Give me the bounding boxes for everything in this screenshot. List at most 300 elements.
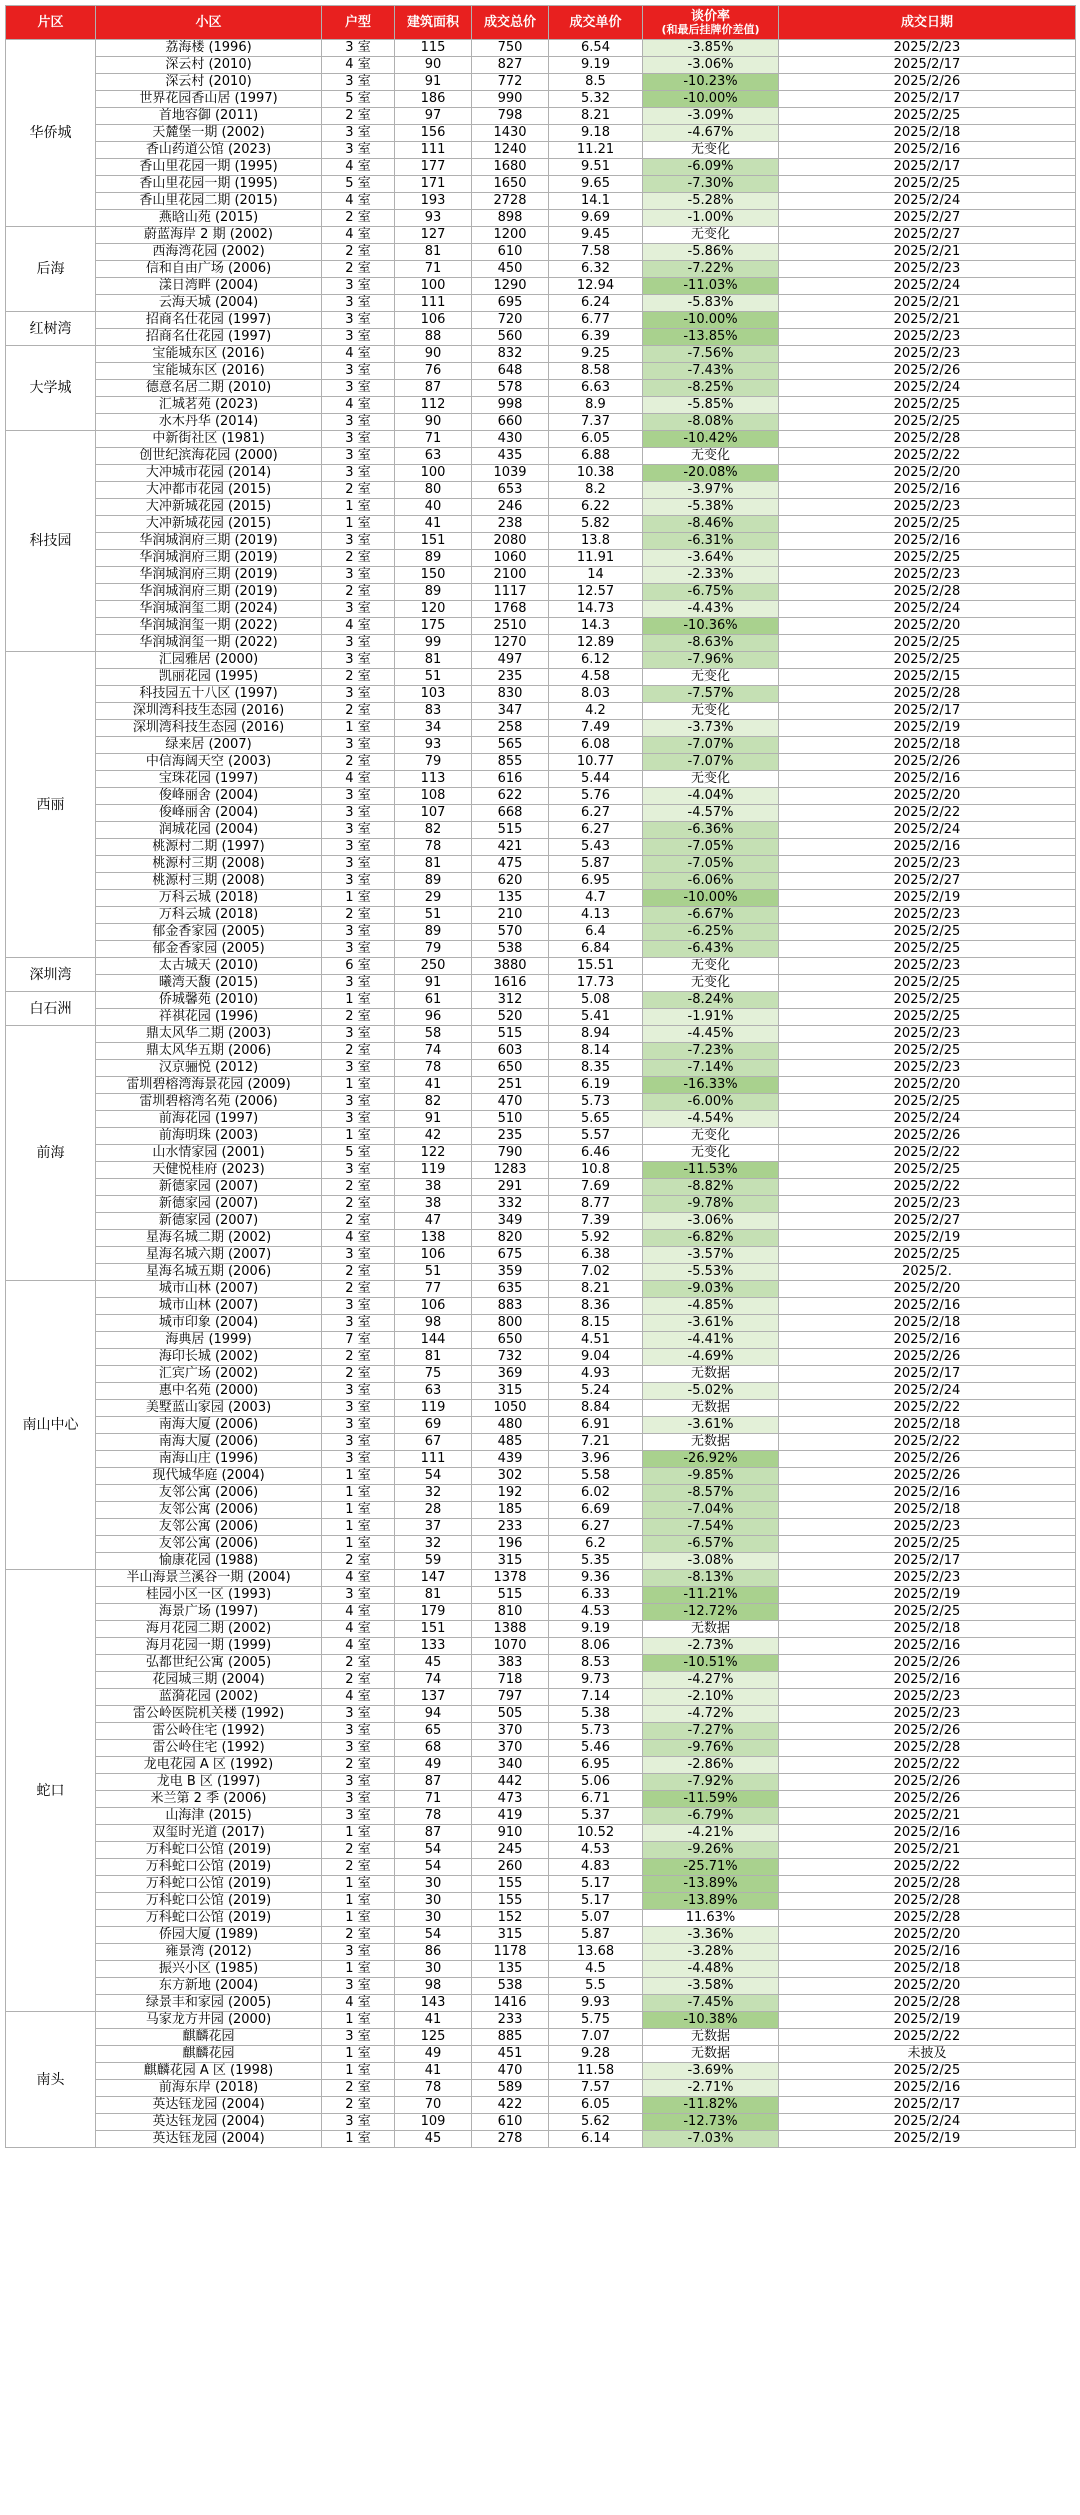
discount-rate-cell: -10.00%: [643, 890, 779, 907]
total-price-cell: 1283: [472, 1162, 549, 1179]
table-row: [6, 635, 1076, 652]
area-cell: 93: [395, 210, 472, 227]
date-cell: 2025/2/24: [779, 278, 1076, 295]
community-cell: 星海名城五期 (2006): [96, 1264, 322, 1281]
header-unit-price: 成交单价: [549, 6, 643, 40]
layout-cell: 2 室: [322, 1757, 395, 1774]
total-price-cell: 898: [472, 210, 549, 227]
community-cell: 曦湾天馥 (2015): [96, 975, 322, 992]
area-cell: 99: [395, 635, 472, 652]
community-cell: 荔海楼 (1996): [96, 40, 322, 57]
discount-rate-cell: -6.06%: [643, 873, 779, 890]
discount-rate-cell: -7.05%: [643, 856, 779, 873]
table-row: [6, 1383, 1076, 1400]
total-price-cell: 772: [472, 74, 549, 91]
area-cell: 32: [395, 1536, 472, 1553]
area-cell: 78: [395, 2080, 472, 2097]
layout-cell: 5 室: [322, 176, 395, 193]
discount-rate-cell: -13.85%: [643, 329, 779, 346]
table-row: [6, 397, 1076, 414]
area-cell: 38: [395, 1196, 472, 1213]
total-price-cell: 820: [472, 1230, 549, 1247]
unit-price-cell: 9.73: [549, 1672, 643, 1689]
discount-rate-cell: -3.36%: [643, 1927, 779, 1944]
discount-rate-cell: -2.73%: [643, 1638, 779, 1655]
unit-price-cell: 6.84: [549, 941, 643, 958]
layout-cell: 3 室: [322, 125, 395, 142]
area-cell: 122: [395, 1145, 472, 1162]
discount-rate-cell: -3.64%: [643, 550, 779, 567]
district-cell: 红树湾: [6, 312, 96, 346]
date-cell: 2025/2/18: [779, 125, 1076, 142]
discount-rate-cell: -3.85%: [643, 40, 779, 57]
date-cell: 2025/2/16: [779, 1638, 1076, 1655]
unit-price-cell: 5.08: [549, 992, 643, 1009]
table-row: [6, 1621, 1076, 1638]
community-cell: 香山药道公馆 (2023): [96, 142, 322, 159]
area-cell: 143: [395, 1995, 472, 2012]
total-price-cell: 1070: [472, 1638, 549, 1655]
table-row: [6, 1349, 1076, 1366]
layout-cell: 1 室: [322, 2046, 395, 2063]
unit-price-cell: 8.06: [549, 1638, 643, 1655]
layout-cell: 3 室: [322, 312, 395, 329]
layout-cell: 3 室: [322, 1808, 395, 1825]
unit-price-cell: 8.36: [549, 1298, 643, 1315]
date-cell: 2025/2/25: [779, 1162, 1076, 1179]
discount-rate-cell: -13.89%: [643, 1876, 779, 1893]
unit-price-cell: 8.15: [549, 1315, 643, 1332]
community-cell: 大冲新城花园 (2015): [96, 499, 322, 516]
date-cell: 2025/2/21: [779, 1808, 1076, 1825]
community-cell: 汇宾广场 (2002): [96, 1366, 322, 1383]
table-row: [6, 1910, 1076, 1927]
layout-cell: 2 室: [322, 1179, 395, 1196]
table-row: [6, 805, 1076, 822]
discount-rate-cell: 无变化: [643, 1145, 779, 1162]
area-cell: 74: [395, 1043, 472, 1060]
community-cell: 花园城三期 (2004): [96, 1672, 322, 1689]
discount-rate-cell: -3.58%: [643, 1978, 779, 1995]
total-price-cell: 610: [472, 2114, 549, 2131]
total-price-cell: 832: [472, 346, 549, 363]
area-cell: 65: [395, 1723, 472, 1740]
date-cell: 2025/2/23: [779, 1689, 1076, 1706]
total-price-cell: 258: [472, 720, 549, 737]
date-cell: 2025/2/28: [779, 686, 1076, 703]
unit-price-cell: 4.58: [549, 669, 643, 686]
discount-rate-cell: -3.57%: [643, 1247, 779, 1264]
total-price-cell: 660: [472, 414, 549, 431]
table-row: [6, 1587, 1076, 1604]
table-row: [6, 1468, 1076, 1485]
date-cell: 2025/2/20: [779, 1281, 1076, 1298]
date-cell: 2025/2/23: [779, 346, 1076, 363]
community-cell: 侨城馨苑 (2010): [96, 992, 322, 1009]
layout-cell: 4 室: [322, 193, 395, 210]
table-row: [6, 1451, 1076, 1468]
table-row: [6, 1111, 1076, 1128]
layout-cell: 3 室: [322, 1587, 395, 1604]
table-row: [6, 1077, 1076, 1094]
date-cell: 2025/2/19: [779, 2012, 1076, 2029]
total-price-cell: 233: [472, 1519, 549, 1536]
date-cell: 2025/2/24: [779, 822, 1076, 839]
area-cell: 59: [395, 1553, 472, 1570]
discount-rate-cell: -5.38%: [643, 499, 779, 516]
date-cell: 2025/2/26: [779, 363, 1076, 380]
unit-price-cell: 17.73: [549, 975, 643, 992]
date-cell: 2025/2/17: [779, 57, 1076, 74]
discount-rate-cell: -4.48%: [643, 1961, 779, 1978]
header-date: 成交日期: [779, 6, 1076, 40]
table-row: [6, 1264, 1076, 1281]
unit-price-cell: 8.5: [549, 74, 643, 91]
unit-price-cell: 5.58: [549, 1468, 643, 1485]
discount-rate-cell: 无数据: [643, 2029, 779, 2046]
table-row: [6, 2080, 1076, 2097]
date-cell: 2025/2/23: [779, 40, 1076, 57]
district-cell: 后海: [6, 227, 96, 312]
layout-cell: 1 室: [322, 2012, 395, 2029]
table-row: [6, 601, 1076, 618]
total-price-cell: 251: [472, 1077, 549, 1094]
layout-cell: 4 室: [322, 1689, 395, 1706]
date-cell: 2025/2/28: [779, 584, 1076, 601]
layout-cell: 1 室: [322, 1536, 395, 1553]
layout-cell: 2 室: [322, 1009, 395, 1026]
area-cell: 49: [395, 1757, 472, 1774]
layout-cell: 3 室: [322, 1451, 395, 1468]
total-price-cell: 650: [472, 1060, 549, 1077]
community-cell: 凯丽花园 (1995): [96, 669, 322, 686]
table-row: [6, 448, 1076, 465]
total-price-cell: 238: [472, 516, 549, 533]
discount-rate-cell: -8.08%: [643, 414, 779, 431]
unit-price-cell: 6.27: [549, 1519, 643, 1536]
unit-price-cell: 7.02: [549, 1264, 643, 1281]
total-price-cell: 155: [472, 1893, 549, 1910]
date-cell: 2025/2.: [779, 1264, 1076, 1281]
total-price-cell: 1290: [472, 278, 549, 295]
community-cell: 雷圳碧榕湾海景花园 (2009): [96, 1077, 322, 1094]
layout-cell: 2 室: [322, 1196, 395, 1213]
date-cell: 2025/2/16: [779, 1672, 1076, 1689]
date-cell: 2025/2/26: [779, 1774, 1076, 1791]
layout-cell: 2 室: [322, 482, 395, 499]
discount-rate-cell: 无变化: [643, 703, 779, 720]
unit-price-cell: 5.57: [549, 1128, 643, 1145]
total-price-cell: 855: [472, 754, 549, 771]
area-cell: 81: [395, 244, 472, 261]
date-cell: 2025/2/19: [779, 2131, 1076, 2148]
area-cell: 67: [395, 1434, 472, 1451]
community-cell: 海典居 (1999): [96, 1332, 322, 1349]
community-cell: 蓝漪花园 (2002): [96, 1689, 322, 1706]
community-cell: 科技园五十八区 (1997): [96, 686, 322, 703]
total-price-cell: 653: [472, 482, 549, 499]
discount-rate-cell: -9.85%: [643, 1468, 779, 1485]
total-price-cell: 2080: [472, 533, 549, 550]
area-cell: 138: [395, 1230, 472, 1247]
unit-price-cell: 12.89: [549, 635, 643, 652]
layout-cell: 3 室: [322, 278, 395, 295]
unit-price-cell: 6.77: [549, 312, 643, 329]
community-cell: 双玺时光道 (2017): [96, 1825, 322, 1842]
table-row: [6, 1553, 1076, 1570]
unit-price-cell: 7.69: [549, 1179, 643, 1196]
layout-cell: 1 室: [322, 1825, 395, 1842]
discount-rate-cell: -6.67%: [643, 907, 779, 924]
date-cell: 未披及: [779, 2046, 1076, 2063]
total-price-cell: 347: [472, 703, 549, 720]
unit-price-cell: 5.44: [549, 771, 643, 788]
discount-rate-cell: -4.45%: [643, 1026, 779, 1043]
area-cell: 45: [395, 2131, 472, 2148]
total-price-cell: 349: [472, 1213, 549, 1230]
community-cell: 俊峰丽舍 (2004): [96, 788, 322, 805]
layout-cell: 1 室: [322, 720, 395, 737]
unit-price-cell: 6.95: [549, 1757, 643, 1774]
layout-cell: 2 室: [322, 1281, 395, 1298]
discount-rate-cell: -11.82%: [643, 2097, 779, 2114]
unit-price-cell: 9.19: [549, 1621, 643, 1638]
total-price-cell: 278: [472, 2131, 549, 2148]
date-cell: 2025/2/28: [779, 1740, 1076, 1757]
total-price-cell: 135: [472, 890, 549, 907]
area-cell: 103: [395, 686, 472, 703]
unit-price-cell: 7.58: [549, 244, 643, 261]
discount-rate-cell: -4.21%: [643, 1825, 779, 1842]
unit-price-cell: 6.12: [549, 652, 643, 669]
total-price-cell: 233: [472, 2012, 549, 2029]
community-cell: 侨园大厦 (1989): [96, 1927, 322, 1944]
total-price-cell: 480: [472, 1417, 549, 1434]
discount-rate-cell: -7.57%: [643, 686, 779, 703]
table-row: [6, 686, 1076, 703]
discount-rate-cell: 无变化: [643, 142, 779, 159]
table-row: [6, 482, 1076, 499]
area-cell: 89: [395, 873, 472, 890]
area-cell: 30: [395, 1961, 472, 1978]
discount-rate-cell: 无数据: [643, 1400, 779, 1417]
total-price-cell: 450: [472, 261, 549, 278]
community-cell: 前海明珠 (2003): [96, 1128, 322, 1145]
date-cell: 2025/2/20: [779, 1077, 1076, 1094]
discount-rate-cell: 无变化: [643, 227, 779, 244]
transaction-table-container: [5, 5, 1075, 2148]
total-price-cell: 315: [472, 1383, 549, 1400]
discount-rate-cell: 无数据: [643, 1621, 779, 1638]
total-price-cell: 1200: [472, 227, 549, 244]
date-cell: 2025/2/16: [779, 1485, 1076, 1502]
area-cell: 87: [395, 1774, 472, 1791]
date-cell: 2025/2/22: [779, 1757, 1076, 1774]
date-cell: 2025/2/23: [779, 499, 1076, 516]
community-cell: 深圳湾科技生态园 (2016): [96, 720, 322, 737]
total-price-cell: 620: [472, 873, 549, 890]
discount-rate-cell: -6.79%: [643, 1808, 779, 1825]
discount-rate-cell: -3.28%: [643, 1944, 779, 1961]
total-price-cell: 1650: [472, 176, 549, 193]
header-discount-note: (和最后挂牌价差值): [661, 22, 760, 36]
community-cell: 信和自由广场 (2006): [96, 261, 322, 278]
discount-rate-cell: -4.41%: [643, 1332, 779, 1349]
layout-cell: 2 室: [322, 2097, 395, 2114]
community-cell: 鼎太风华五期 (2006): [96, 1043, 322, 1060]
date-cell: 2025/2/26: [779, 1723, 1076, 1740]
total-price-cell: 235: [472, 669, 549, 686]
layout-cell: 1 室: [322, 1876, 395, 1893]
district-cell: 深圳湾: [6, 958, 96, 992]
table-row: [6, 295, 1076, 312]
date-cell: 2025/2/28: [779, 1910, 1076, 1927]
date-cell: 2025/2/21: [779, 295, 1076, 312]
community-cell: 万科蛇口公馆 (2019): [96, 1842, 322, 1859]
area-cell: 30: [395, 1910, 472, 1927]
table-row: [6, 873, 1076, 890]
total-price-cell: 695: [472, 295, 549, 312]
area-cell: 125: [395, 2029, 472, 2046]
discount-rate-cell: -8.82%: [643, 1179, 779, 1196]
table-row: [6, 159, 1076, 176]
area-cell: 94: [395, 1706, 472, 1723]
table-row: [6, 1808, 1076, 1825]
unit-price-cell: 8.58: [549, 363, 643, 380]
layout-cell: 3 室: [322, 822, 395, 839]
area-cell: 193: [395, 193, 472, 210]
total-price-cell: 610: [472, 244, 549, 261]
date-cell: 2025/2/18: [779, 1621, 1076, 1638]
table-row: [6, 1400, 1076, 1417]
table-row: [6, 1893, 1076, 1910]
community-cell: 南海山庄 (1996): [96, 1451, 322, 1468]
discount-rate-cell: 无数据: [643, 2046, 779, 2063]
total-price-cell: 359: [472, 1264, 549, 1281]
total-price-cell: 2100: [472, 567, 549, 584]
community-cell: 万科云城 (2018): [96, 907, 322, 924]
date-cell: 2025/2/26: [779, 1451, 1076, 1468]
community-cell: 万科蛇口公馆 (2019): [96, 1910, 322, 1927]
community-cell: 雷公岭医院机关楼 (1992): [96, 1706, 322, 1723]
date-cell: 2025/2/27: [779, 873, 1076, 890]
community-cell: 华润城润府三期 (2019): [96, 533, 322, 550]
area-cell: 100: [395, 465, 472, 482]
unit-price-cell: 5.92: [549, 1230, 643, 1247]
area-cell: 151: [395, 1621, 472, 1638]
table-row: [6, 363, 1076, 380]
unit-price-cell: 6.39: [549, 329, 643, 346]
date-cell: 2025/2/18: [779, 1502, 1076, 1519]
discount-rate-cell: -4.72%: [643, 1706, 779, 1723]
community-cell: 桃源村三期 (2008): [96, 856, 322, 873]
table-row: [6, 499, 1076, 516]
community-cell: 鼎太风华二期 (2003): [96, 1026, 322, 1043]
total-price-cell: 451: [472, 2046, 549, 2063]
layout-cell: 3 室: [322, 1400, 395, 1417]
total-price-cell: 565: [472, 737, 549, 754]
community-cell: 马家龙方井园 (2000): [96, 2012, 322, 2029]
area-cell: 78: [395, 1060, 472, 1077]
community-cell: 绿景丰和家园 (2005): [96, 1995, 322, 2012]
discount-rate-cell: 无变化: [643, 975, 779, 992]
table-row: [6, 125, 1076, 142]
table-row: [6, 1961, 1076, 1978]
unit-price-cell: 6.63: [549, 380, 643, 397]
unit-price-cell: 11.58: [549, 2063, 643, 2080]
total-price-cell: 520: [472, 1009, 549, 1026]
area-cell: 91: [395, 975, 472, 992]
total-price-cell: 155: [472, 1876, 549, 1893]
area-cell: 113: [395, 771, 472, 788]
layout-cell: 2 室: [322, 1842, 395, 1859]
discount-rate-cell: -6.43%: [643, 941, 779, 958]
community-cell: 宝能城东区 (2016): [96, 346, 322, 363]
unit-price-cell: 4.53: [549, 1604, 643, 1621]
date-cell: 2025/2/18: [779, 1961, 1076, 1978]
layout-cell: 3 室: [322, 329, 395, 346]
unit-price-cell: 8.14: [549, 1043, 643, 1060]
community-cell: 大冲城市花园 (2014): [96, 465, 322, 482]
table-row: [6, 329, 1076, 346]
area-cell: 79: [395, 754, 472, 771]
date-cell: 2025/2/17: [779, 1366, 1076, 1383]
layout-cell: 2 室: [322, 261, 395, 278]
community-cell: 汇城茗苑 (2023): [96, 397, 322, 414]
date-cell: 2025/2/25: [779, 1536, 1076, 1553]
table-row: [6, 176, 1076, 193]
table-row: [6, 210, 1076, 227]
unit-price-cell: 9.04: [549, 1349, 643, 1366]
community-cell: 燕晗山苑 (2015): [96, 210, 322, 227]
discount-rate-cell: -4.57%: [643, 805, 779, 822]
area-cell: 80: [395, 482, 472, 499]
total-price-cell: 2728: [472, 193, 549, 210]
unit-price-cell: 6.05: [549, 431, 643, 448]
community-cell: 海景广场 (1997): [96, 1604, 322, 1621]
community-cell: 绿来居 (2007): [96, 737, 322, 754]
date-cell: 2025/2/16: [779, 482, 1076, 499]
unit-price-cell: 8.84: [549, 1400, 643, 1417]
date-cell: 2025/2/26: [779, 74, 1076, 91]
unit-price-cell: 6.08: [549, 737, 643, 754]
discount-rate-cell: -6.09%: [643, 159, 779, 176]
discount-rate-cell: -8.25%: [643, 380, 779, 397]
total-price-cell: 603: [472, 1043, 549, 1060]
discount-rate-cell: -4.85%: [643, 1298, 779, 1315]
unit-price-cell: 6.05: [549, 2097, 643, 2114]
total-price-cell: 810: [472, 1604, 549, 1621]
discount-rate-cell: 无变化: [643, 1128, 779, 1145]
area-cell: 79: [395, 941, 472, 958]
community-cell: 香山里花园一期 (1995): [96, 159, 322, 176]
area-cell: 77: [395, 1281, 472, 1298]
table-row: [6, 1757, 1076, 1774]
total-price-cell: 732: [472, 1349, 549, 1366]
discount-rate-cell: -1.91%: [643, 1009, 779, 1026]
community-cell: 东方新地 (2004): [96, 1978, 322, 1995]
table-row: [6, 618, 1076, 635]
date-cell: 2025/2/27: [779, 210, 1076, 227]
layout-cell: 1 室: [322, 1502, 395, 1519]
layout-cell: 5 室: [322, 1145, 395, 1162]
date-cell: 2025/2/19: [779, 720, 1076, 737]
discount-rate-cell: -9.76%: [643, 1740, 779, 1757]
date-cell: 2025/2/25: [779, 516, 1076, 533]
date-cell: 2025/2/21: [779, 244, 1076, 261]
unit-price-cell: 4.7: [549, 890, 643, 907]
area-cell: 107: [395, 805, 472, 822]
